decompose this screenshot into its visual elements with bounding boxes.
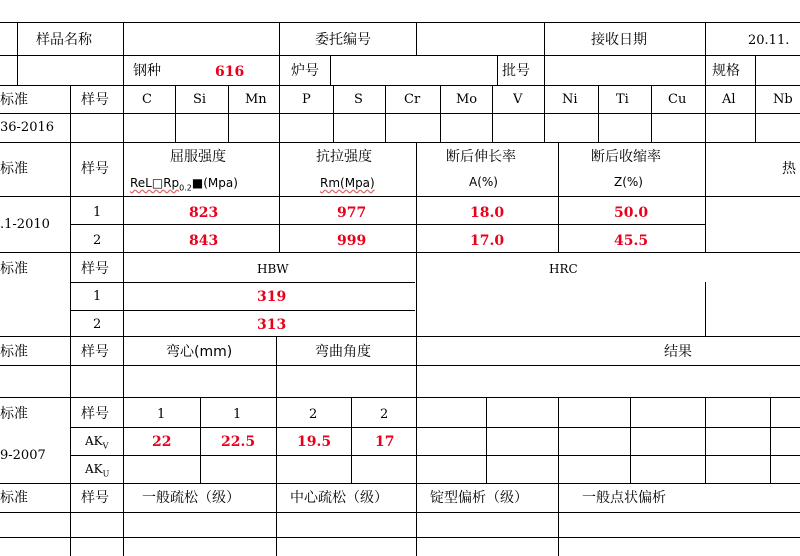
mandrel-label: 弯心(mm) <box>166 344 233 360</box>
impact-sample-no-label: 样号 <box>81 406 109 422</box>
akv-label-text: AK <box>85 434 103 448</box>
aku-label <box>85 463 109 478</box>
tensile-sample-no-label: 样号 <box>81 161 109 177</box>
elongation-value: 17.0 <box>470 233 505 249</box>
impact-specimen-no: 1 <box>157 407 166 422</box>
bend-standard-label: 标准 <box>0 344 28 360</box>
bend-result-label: 结果 <box>664 344 692 360</box>
element-header: C <box>142 92 152 107</box>
bend-angle-label: 弯曲角度 <box>315 344 371 360</box>
ingot-segregation-label: 锭型偏析（级） <box>430 490 528 506</box>
impact-specimen-no: 2 <box>380 407 389 422</box>
tensile-strength-label: 抗拉强度 <box>316 149 372 165</box>
aku-label-text: AK <box>85 462 103 476</box>
akv-label-sub: V <box>102 441 109 451</box>
element-header: Nb <box>773 92 793 107</box>
yield-strength-unit <box>130 177 238 192</box>
heat-no-label: 炉号 <box>291 63 319 79</box>
element-header: P <box>302 92 311 107</box>
akv-value: 22 <box>152 434 172 450</box>
hbw-value: 313 <box>257 317 287 333</box>
batch-no-label: 批号 <box>502 63 530 79</box>
impact-standard-label: 标准 <box>0 406 28 422</box>
hardness-standard-label: 标准 <box>0 261 28 277</box>
hardness-sample-no-label: 样号 <box>81 261 109 277</box>
hbw-label: HBW <box>257 262 289 276</box>
chem-standard-value: 36-2016 <box>0 120 55 135</box>
macro-sample-no-label: 样号 <box>81 490 109 506</box>
yield-unit-a: ReL□Rp <box>130 176 180 190</box>
yield-unit-sub: 0.2 <box>179 183 192 193</box>
reduction-value: 45.5 <box>614 233 649 249</box>
steel-grade-value: 616 <box>215 64 245 80</box>
tensile-standard-value: .1-2010 <box>0 217 50 232</box>
hardness-row-no: 1 <box>93 289 102 304</box>
macro-standard-label: 标准 <box>0 490 28 506</box>
tensile-standard-label: 标准 <box>0 161 28 177</box>
elongation-label: 断后伸长率 <box>446 149 516 165</box>
tensile-row-no: 2 <box>93 233 102 248</box>
tensile-unit-text: Rm(Mpa) <box>320 176 375 190</box>
sample-name-label: 样品名称 <box>36 32 92 48</box>
element-header: Mn <box>245 92 267 107</box>
tensile-value: 977 <box>337 205 367 221</box>
commission-no-label: 委托编号 <box>315 32 371 48</box>
element-header: S <box>354 92 363 107</box>
yield-strength-label: 屈服强度 <box>170 149 226 165</box>
akv-label <box>85 435 108 450</box>
element-header: V <box>513 92 523 107</box>
receive-date-value: 20.11. <box>748 33 790 48</box>
yield-unit-b: ■(Mpa) <box>191 176 238 190</box>
heat-treatment-label: 热 <box>782 161 796 177</box>
bend-sample-no-label: 样号 <box>81 344 109 360</box>
element-header: Al <box>722 92 736 107</box>
hbw-value: 319 <box>257 289 287 305</box>
spec-label: 规格 <box>712 63 740 79</box>
receive-date-label: 接收日期 <box>591 32 647 48</box>
element-header: Ni <box>562 92 578 107</box>
element-header: Mo <box>456 92 478 107</box>
hardness-row-no: 2 <box>93 317 102 332</box>
chem-standard-label: 标准 <box>0 92 28 108</box>
element-header: Cu <box>668 92 687 107</box>
akv-value: 19.5 <box>297 434 332 450</box>
impact-standard-value: 9-2007 <box>0 448 46 463</box>
general-porosity-label: 一般疏松（级） <box>142 490 240 506</box>
tensile-strength-unit <box>320 177 375 189</box>
elongation-unit: A(%) <box>469 175 498 189</box>
tensile-row-no: 1 <box>93 205 102 220</box>
reduction-unit: Z(%) <box>614 175 643 189</box>
impact-specimen-no: 1 <box>233 407 242 422</box>
yield-value: 843 <box>189 233 219 249</box>
impact-specimen-no: 2 <box>309 407 318 422</box>
element-header: Ti <box>616 92 629 107</box>
reduction-value: 50.0 <box>614 205 649 221</box>
aku-label-sub: U <box>102 469 110 479</box>
chem-sample-no-label: 样号 <box>81 92 109 108</box>
spot-segregation-label: 一般点状偏析 <box>582 490 666 506</box>
steel-grade-label: 钢种 <box>133 63 161 79</box>
element-header: Cr <box>404 92 421 107</box>
akv-value: 17 <box>375 434 395 450</box>
elongation-value: 18.0 <box>470 205 505 221</box>
element-header: Si <box>193 92 207 107</box>
hrc-label: HRC <box>549 262 578 276</box>
akv-value: 22.5 <box>221 434 256 450</box>
center-porosity-label: 中心疏松（级） <box>290 490 388 506</box>
reduction-label: 断后收缩率 <box>591 149 661 165</box>
yield-value: 823 <box>189 205 219 221</box>
tensile-value: 999 <box>337 233 367 249</box>
